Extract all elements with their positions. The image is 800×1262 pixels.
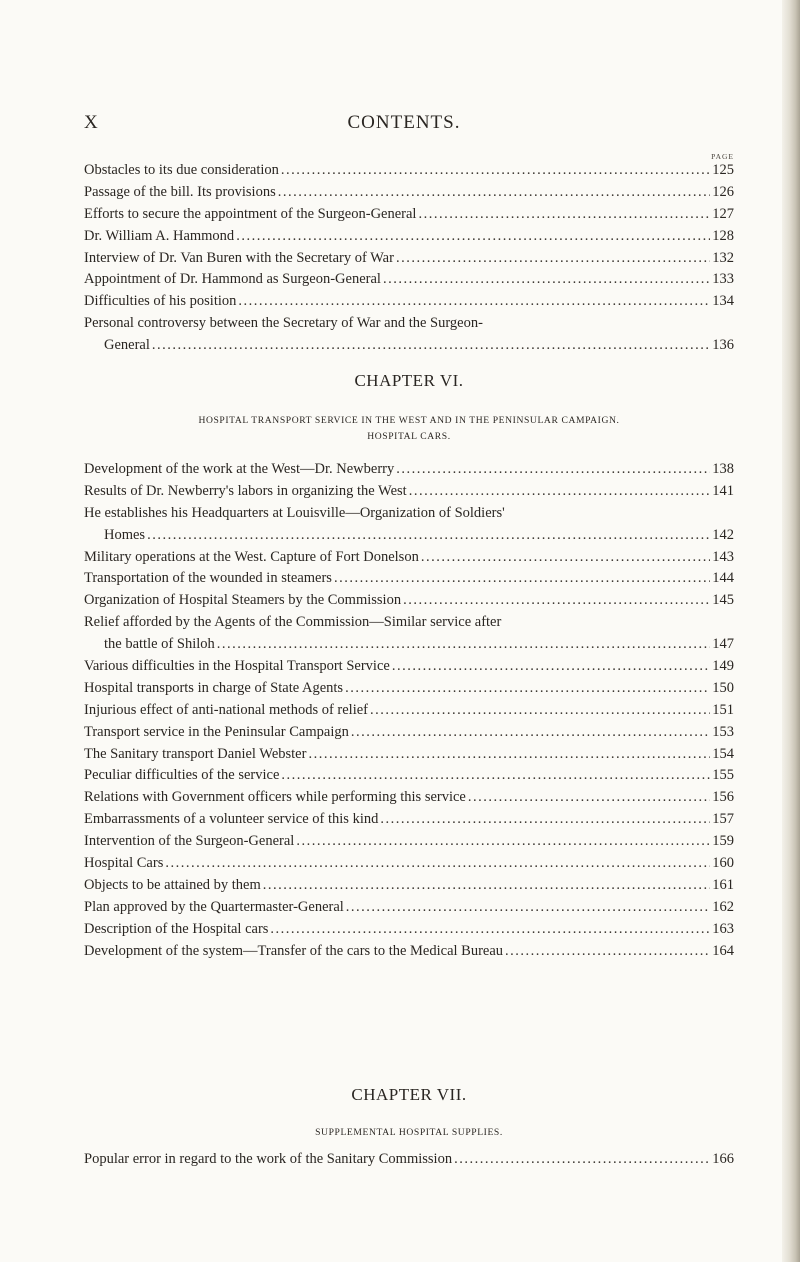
toc-entry[interactable]: Transport service in the Peninsular Campaign ..... 153 [84,722,734,744]
toc-entry[interactable]: Military operations at the West. Capture of Fort Donelson ..... 143 [84,547,734,569]
toc-section-top [84,160,734,357]
toc-entry[interactable]: The Sanitary transport Daniel Webster ..... 154 [84,744,734,766]
toc-entry[interactable]: Objects to be attained by them ..... 161 [84,875,734,897]
toc-entry[interactable]: Popular error in regard to the work of the Sanitary Commission ..... 166 [84,1149,734,1171]
toc-entry[interactable]: Description of the Hospital cars ..... 163 [84,919,734,941]
toc-entry[interactable]: Transportation of the wounded in steamers ..... 144 [84,568,734,590]
page-number: X [84,112,99,133]
chapter-7-subtitle: SUPPLEMENTAL HOSPITAL SUPPLIES. [315,1127,503,1138]
chapter-7-title: CHAPTER VII. [351,1085,467,1104]
toc-entry[interactable]: Organization of Hospital Steamers by the Commission ..... 145 [84,590,734,612]
toc-entry-line: Relief afforded by the Agents of the Commission—Similar service after [84,614,502,631]
toc-entry-line: He establishes his Headquarters at Louisville—Organization of Soldiers' [84,504,505,521]
toc-entry[interactable]: Development of the system—Transfer of the cars to the Medical Bureau ..... 164 [84,941,734,963]
toc-entry[interactable]: Hospital transports in charge of State Agents ..... 150 [84,678,734,700]
toc-entry[interactable]: Homes ..... 142 [84,525,734,547]
toc-entry[interactable]: Hospital Cars ..... 160 [84,853,734,875]
page-title: CONTENTS. [347,112,461,133]
toc-entry[interactable]: Plan approved by the Quartermaster-General ..... 162 [84,897,734,919]
toc-entry[interactable]: Obstacles to its due consideration ..... 125 [84,160,734,182]
chapter-6-subtitle: HOSPITAL TRANSPORT SERVICE IN THE WEST AND IN THE PENINSULAR CAMPAIGN. [198,415,620,426]
toc-entry[interactable]: Embarrassments of a volunteer service of this kind ..... 157 [84,809,734,831]
toc-chapter-7 [84,1149,734,1171]
toc-entry-line: Personal controversy between the Secretary of War and the Surgeon- [84,315,483,332]
toc-entry[interactable]: the battle of Shiloh ..... 147 [84,634,734,656]
toc-entry[interactable]: Appointment of Dr. Hammond as Surgeon-General ..... 133 [84,269,734,291]
chapter-6-subtitle-2: HOSPITAL CARS. [367,431,451,442]
toc-chapter-6 [84,459,734,962]
toc-entry[interactable]: Interview of Dr. Van Buren with the Secretary of War ..... 132 [84,248,734,270]
toc-entry[interactable]: Efforts to secure the appointment of the Surgeon-General ..... 127 [84,204,734,226]
chapter-6-title: CHAPTER VI. [354,371,464,390]
toc-entry[interactable]: Results of Dr. Newberry's labors in organizing the West ..... 141 [84,481,734,503]
toc-entry[interactable]: Peculiar difficulties of the service ..... 155 [84,765,734,787]
toc-entry[interactable]: Difficulties of his position ..... 134 [84,291,734,313]
page-column-label: PAGE [711,152,734,161]
page-edge [782,0,800,1262]
toc-entry[interactable]: Dr. William A. Hammond ..... 128 [84,226,734,248]
toc-entry[interactable]: General ..... 136 [84,335,734,357]
toc-entry[interactable]: Injurious effect of anti-national methods of relief ..... 151 [84,700,734,722]
page-header [84,112,724,136]
toc-entry[interactable]: Passage of the bill. Its provisions ..... 126 [84,182,734,204]
toc-entry[interactable]: Development of the work at the West—Dr. Newberry ..... 138 [84,459,734,481]
toc-entry[interactable]: Relations with Government officers while performing this service ..... 156 [84,787,734,809]
toc-entry[interactable]: Intervention of the Surgeon-General ..... 159 [84,831,734,853]
toc-entry[interactable]: Various difficulties in the Hospital Transport Service ..... 149 [84,656,734,678]
